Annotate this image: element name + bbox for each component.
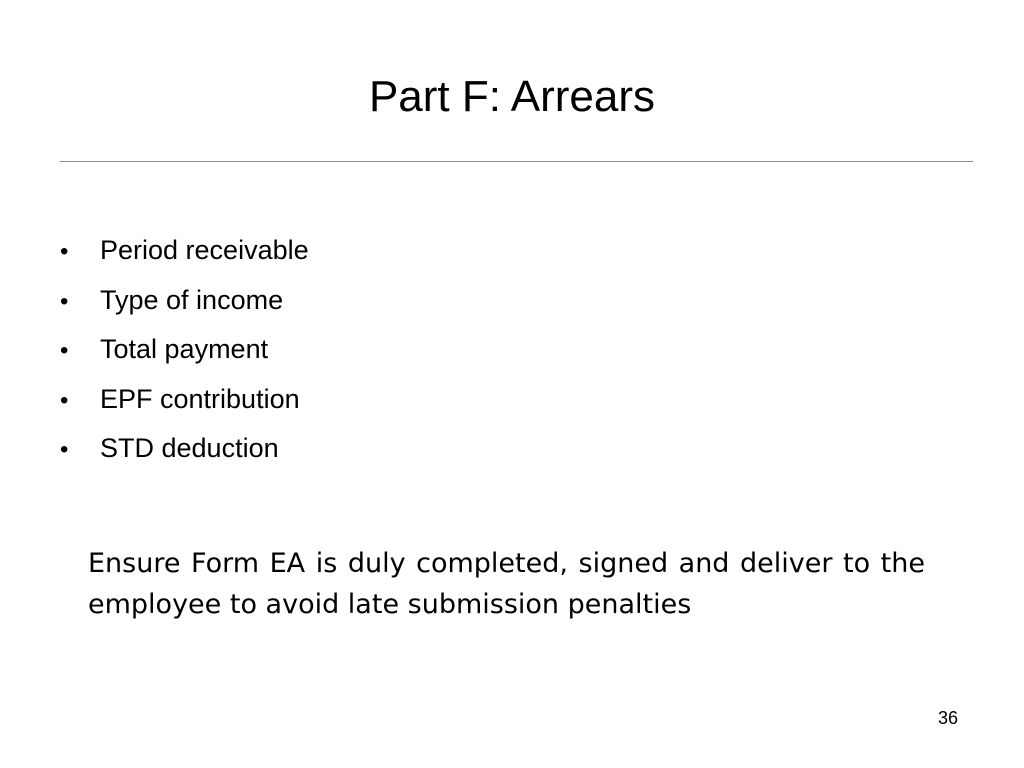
- bullet-marker: •: [60, 238, 69, 265]
- bullet-item-type-of-income: [60, 276, 309, 326]
- bullet-text: EPF contribution: [100, 383, 300, 414]
- bullet-marker: •: [60, 287, 69, 315]
- bullet-item-epf-contribution: [60, 375, 309, 425]
- bullet-item-std-deduction: [60, 424, 309, 474]
- reminder-note: Ensure Form EA is duly completed, signed and deliver to the employee to avoid late submission penalties: [88, 548, 925, 620]
- bullet-marker: •: [60, 386, 69, 414]
- bullet-text: Period receivable: [100, 235, 309, 265]
- bullet-text: Total payment: [100, 334, 269, 364]
- slide-title: Part F: Arrears: [368, 72, 656, 121]
- bullet-text: STD deduction: [100, 433, 279, 463]
- bullet-marker: •: [60, 436, 69, 463]
- page-number: 36: [937, 708, 959, 728]
- bullet-item-period-receivable: [60, 226, 309, 276]
- bullet-marker: •: [60, 337, 69, 364]
- title-divider: [60, 161, 973, 162]
- bullet-item-total-payment: [60, 325, 309, 375]
- bullet-text: Type of income: [100, 284, 284, 315]
- bullet-list: [60, 226, 309, 474]
